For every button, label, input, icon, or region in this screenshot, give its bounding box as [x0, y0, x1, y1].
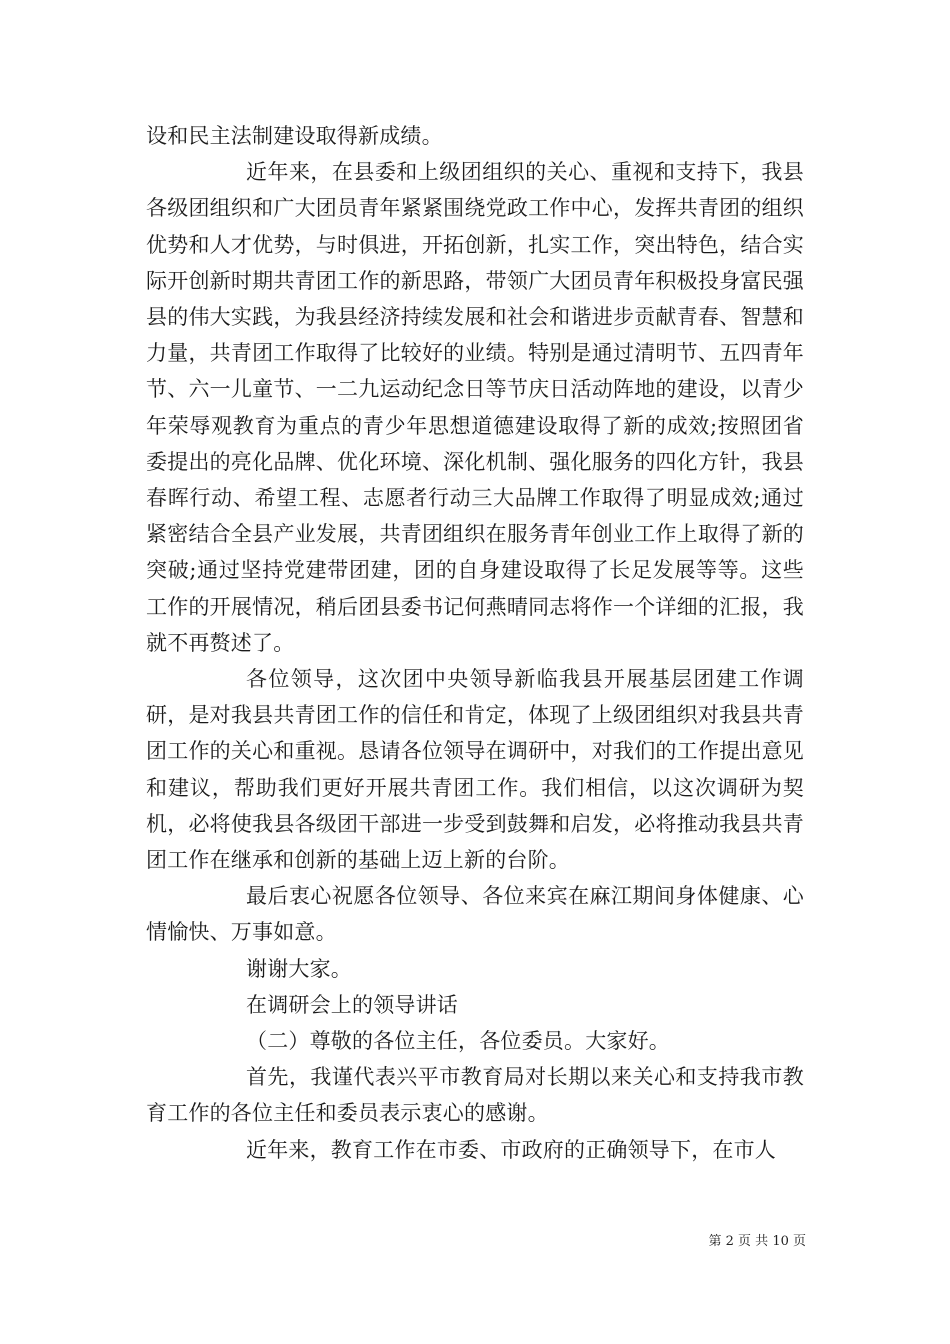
- paragraph-achievements: 近年来，在县委和上级团组织的关心、重视和支持下，我县各级团组织和广大团员青年紧紧围绕党政工作中心，发挥共青团的组织优势和人才优势，与时俱进，开拓创新，扎实工作，突出特色，结合实际开创新时期共青团工作的新思路，带领广大团员青年积极投身富民强县的伟大实践，为我县经济持续发展和社会和谐进步贡献青春、智慧和力量，共青团工作取得了比较好的业绩。特别是通过清明节、五四青年节、六一儿童节、一二九运动纪念日等节庆日活动阵地的建设，以青少年荣辱观教育为重点的青少年思想道德建设取得了新的成效;按照团省委提出的亮化品牌、优化环境、深化机制、强化服务的四化方针，我县春晖行动、希望工程、志愿者行动三大品牌工作取得了明显成效;通过紧密结合全县产业发展，共青团组织在服务青年创业工作上取得了新的突破;通过坚持党建带团建，团的自身建设取得了长足发展等等。这些工作的开展情况，稍后团县委书记何燕晴同志将作一个详细的汇报，我就不再赘述了。: [146, 160, 804, 655]
- page-number: 第 2 页 共 10 页: [708, 1234, 806, 1249]
- paragraph-research-visit: 各位领导，这次团中央领导新临我县开展基层团建工作调研，是对我县共青团工作的信任和肯定，体现了上级团组织对我县共青团工作的关心和重视。恳请各位领导在调研中，对我们的工作提出意见和建议，帮助我们更好开展共青团工作。我们相信，以这次调研为契机，必将使我县各级团干部进一步受到鼓舞和启发，必将推动我县共青团工作在继承和创新的基础上迈上新的台阶。: [146, 667, 804, 873]
- paragraph-best-wishes: 最后衷心祝愿各位领导、各位来宾在麻江期间身体健康、心情愉快、万事如意。: [146, 884, 804, 945]
- section-heading: 在调研会上的领导讲话: [246, 992, 458, 1017]
- document-body: [146, 118, 804, 1168]
- paragraph-education-intro: 近年来，教育工作在市委、市政府的正确领导下，在市人: [246, 1137, 776, 1162]
- paragraph-continuation: 设和民主法制建设取得新成绩。: [146, 124, 443, 148]
- paragraph-gratitude: 首先，我谨代表兴平市教育局对长期以来关心和支持我市教育工作的各位主任和委员表示衷心的感谢。: [146, 1065, 804, 1126]
- paragraph-greeting: （二）尊敬的各位主任，各位委员。大家好。: [246, 1029, 670, 1054]
- paragraph-thanks: 谢谢大家。: [246, 956, 352, 981]
